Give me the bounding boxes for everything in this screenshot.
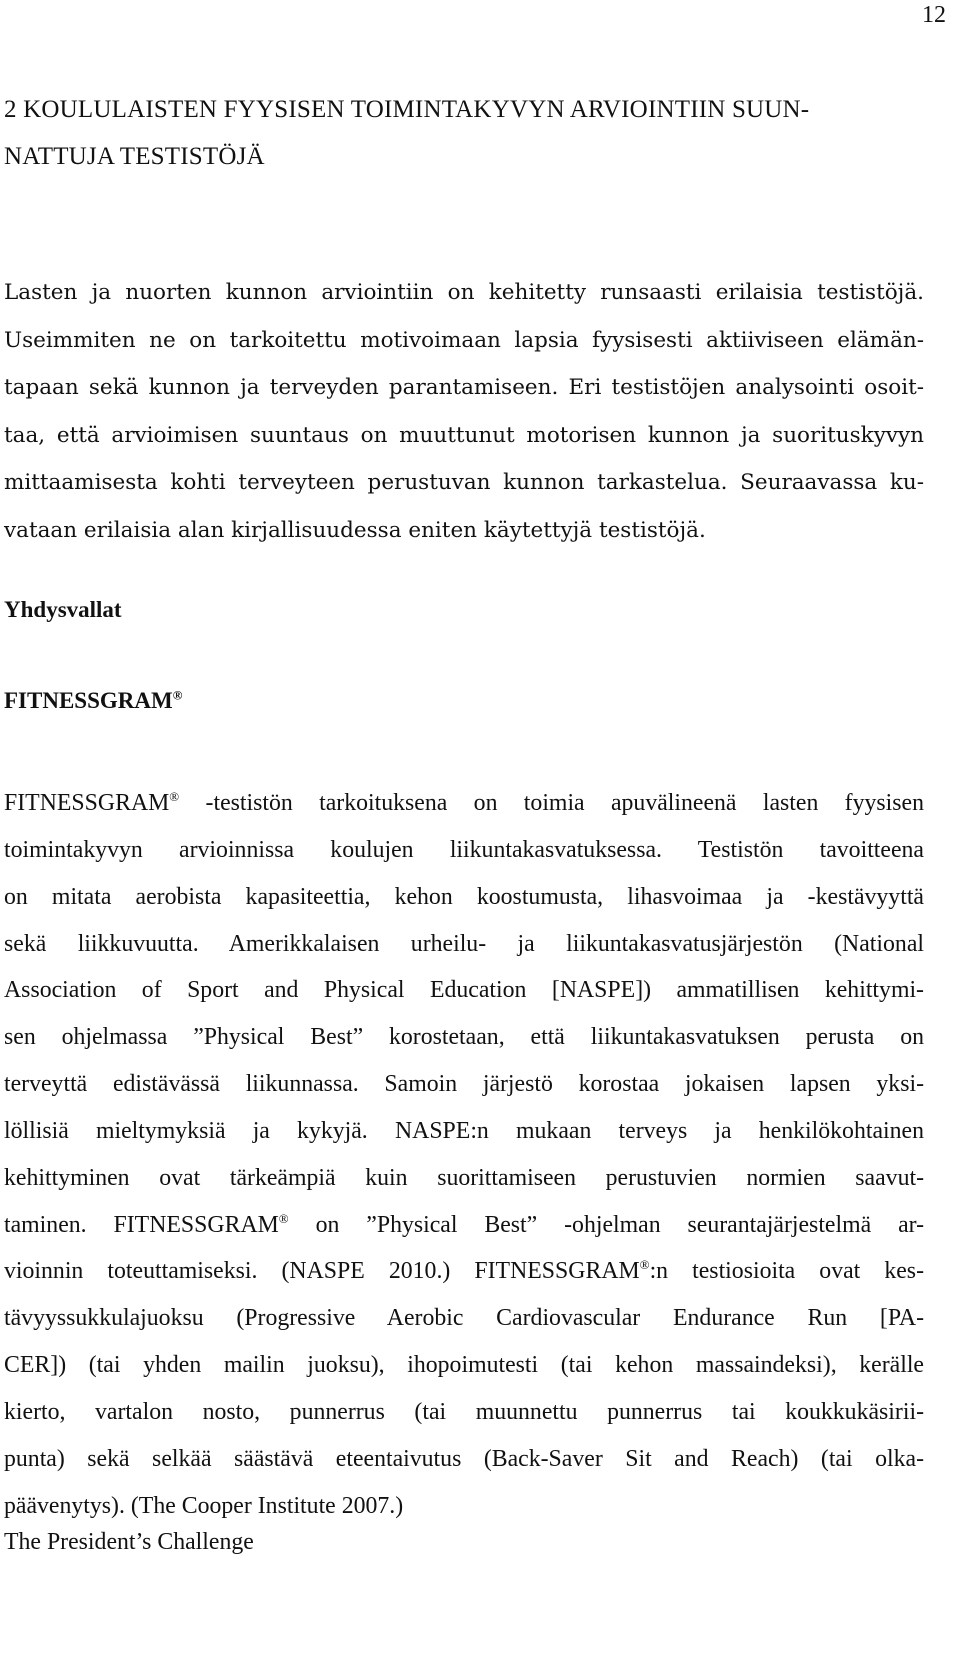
registered-mark: ®	[169, 789, 180, 805]
fitnessgram-line: kierto, vartalon nosto, punnerrus (tai muunnettu punnerrus tai koukkukäsirii-	[4, 1398, 924, 1425]
chapter-title	[4, 86, 934, 180]
section-heading-yhdysvallat: Yhdysvallat	[4, 597, 122, 622]
presidents-challenge-heading: The President’s Challenge	[4, 1529, 254, 1555]
fitnessgram-line-text: on ”Physical Best” -ohjelman seurantajärjestelmä ar-	[288, 1211, 924, 1238]
fitnessgram-line	[4, 1248, 924, 1295]
chapter-title-line-2: NATTUJA TESTISTÖJÄ	[4, 143, 265, 170]
fitnessgram-line-text: taminen. FITNESSGRAM	[4, 1211, 279, 1238]
fitnessgram-line: tävyyssukkulajuoksu (Progressive Aerobic Cardiovascular Endurance Run [PA-	[4, 1305, 924, 1332]
intro-line: Useimmiten ne on tarkoitettu motivoimaan lapsia fyysisesti aktiiviseen elämän-	[4, 327, 924, 353]
fitnessgram-paragraph	[4, 780, 924, 1530]
intro-line: taa, että arvioimisen suuntaus on muuttunut motorisen kunnon ja suorituskyvyn	[4, 422, 924, 448]
intro-line: vataan erilaisia alan kirjallisuudessa eniten käytettyjä testistöjä.	[4, 517, 706, 543]
intro-line: tapaan sekä kunnon ja terveyden parantamiseen. Eri testistöjen analysointi osoit-	[4, 375, 924, 401]
fitnessgram-line: löllisiä mieltymyksiä ja kykyjä. NASPE:n mukaan terveys ja henkilökohtainen	[4, 1117, 924, 1144]
intro-line: Lasten ja nuorten kunnon arviointiin on kehitetty runsaasti erilaisia testistöjä.	[4, 280, 924, 305]
fitnessgram-line-text: vioinnin toteuttamiseksi. (NASPE 2010.) FITNESSGRAM	[4, 1258, 640, 1285]
fitnessgram-line: toimintakyvyn arvioinnissa koulujen liikuntakasvatuksessa. Testistön tavoitteena	[4, 836, 924, 863]
intro-line: mittaamisesta kohti terveyteen perustuvan kunnon tarkastelua. Seuraavassa ku-	[4, 470, 924, 496]
fitnessgram-name: FITNESSGRAM	[4, 790, 170, 816]
fitnessgram-line: punta) sekä selkää säästävä eteentaivutus (Back-Saver Sit and Reach) (tai olka-	[4, 1445, 924, 1472]
fitnessgram-line: päävenytys). (The Cooper Institute 2007.)	[4, 1492, 404, 1519]
registered-mark: ®	[172, 687, 183, 703]
chapter-title-line-1: 2 KOULULAISTEN FYYSISEN TOIMINTAKYVYN ARVIOINTIIN SUUN-	[4, 96, 810, 123]
fitnessgram-line: kehittyminen ovat tärkeämpiä kuin suorittamiseen perustuvien normien saavut-	[4, 1164, 924, 1191]
fitnessgram-subheading	[4, 688, 182, 714]
registered-mark: ®	[639, 1257, 650, 1273]
page-number: 12	[922, 2, 946, 28]
fitnessgram-line-text: -testistön tarkoituksena on toimia apuvälineenä lasten fyysisen	[179, 790, 924, 816]
fitnessgram-line: sekä liikkuvuutta. Amerikkalaisen urheilu- ja liikuntakasvatusjärjestön (National	[4, 930, 924, 957]
fitnessgram-line: terveyttä edistävässä liikunnassa. Samoin järjestö korostaa jokaisen lapsen yksi-	[4, 1071, 924, 1098]
fitnessgram-line: on mitata aerobista kapasiteettia, kehon koostumusta, lihasvoimaa ja -kestävyyttä	[4, 883, 924, 910]
fitnessgram-line	[4, 1202, 924, 1249]
registered-mark: ®	[278, 1210, 289, 1226]
fitnessgram-line: CER]) (tai yhden mailin juoksu), ihopoimutesti (tai kehon massaindeksi), kerälle	[4, 1352, 924, 1379]
fitnessgram-line-text: :n testiosioita ovat kes-	[649, 1258, 924, 1285]
fitnessgram-line: Association of Sport and Physical Education [NASPE]) ammatillisen kehittymi-	[4, 977, 924, 1004]
fitnessgram-line	[4, 780, 924, 827]
intro-paragraph	[4, 269, 924, 555]
fitnessgram-subheading-text: FITNESSGRAM	[4, 688, 173, 713]
fitnessgram-line: sen ohjelmassa ”Physical Best” korostetaan, että liikuntakasvatuksen perusta on	[4, 1024, 924, 1051]
